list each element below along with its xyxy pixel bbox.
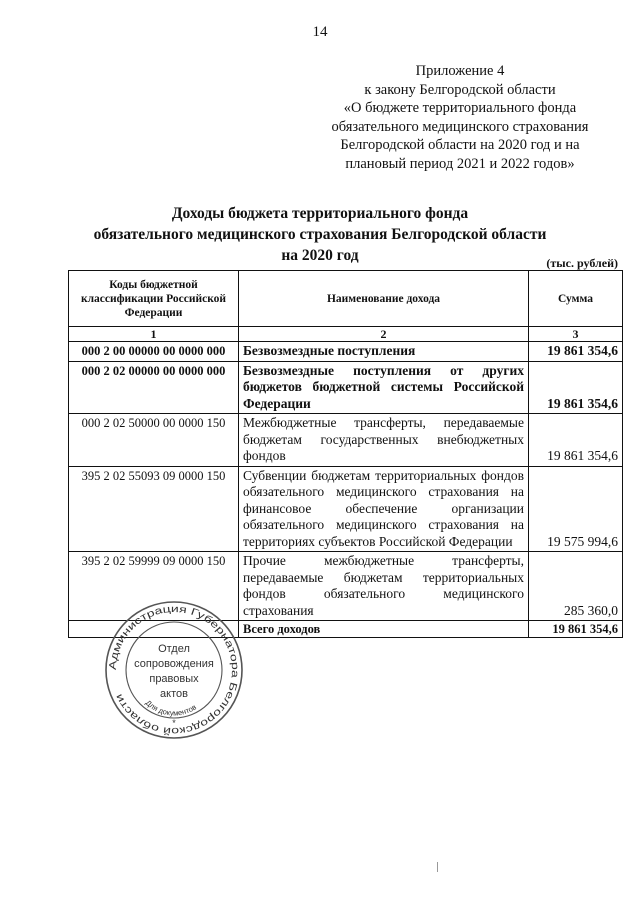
row-code: 000 2 02 00000 00 0000 000 xyxy=(69,361,239,414)
row-code: 395 2 02 59999 09 0000 150 xyxy=(69,552,239,621)
appendix-line: Приложение 4 xyxy=(415,63,505,79)
stamp-line: сопровождения xyxy=(134,658,214,670)
stamp-bottom-text xyxy=(144,698,198,717)
appendix-header xyxy=(330,62,590,173)
stamp-line: актов xyxy=(160,688,188,700)
column-number: 1 xyxy=(69,327,239,342)
row-name: Безвозмездные поступления xyxy=(239,342,529,362)
total-label: Всего доходов xyxy=(239,621,529,638)
table-row xyxy=(69,361,623,414)
row-code: 000 2 00 00000 00 0000 000 xyxy=(69,342,239,362)
header-code: Коды бюджетной классификации Российской Федерации xyxy=(69,271,239,327)
stamp-line: правовых xyxy=(149,673,199,685)
column-number-row xyxy=(69,327,623,342)
units-label: (тыс. рублей) xyxy=(546,256,618,270)
column-number: 2 xyxy=(239,327,529,342)
stamp-line: Отдел xyxy=(158,643,190,655)
row-code: 000 2 02 50000 00 0000 150 xyxy=(69,414,239,467)
appendix-line: к закону Белгородской области xyxy=(364,81,556,98)
title-line: обязательного медицинского страхования Белгородской области xyxy=(93,226,547,243)
appendix-line: Белгородской области на 2020 год и на xyxy=(340,137,580,153)
official-stamp xyxy=(104,600,244,740)
row-name: Прочие межбюджетные трансферты, передаваемые бюджетам территориальных фондов обязательного медицинского страхования xyxy=(239,552,529,621)
header-sum: Сумма xyxy=(529,271,623,327)
appendix-line: обязательного медицинского страхования xyxy=(331,118,589,135)
row-name: Субвенции бюджетам территориальных фондов обязательного медицинского страхования на финансовое обеспечение организации обязательного медицинского страхования на территориях субъектов Российской Федерации xyxy=(239,466,529,552)
stamp-star: * xyxy=(172,718,176,728)
table-header-row xyxy=(69,271,623,327)
title-line: Доходы бюджета территориального фонда xyxy=(171,205,469,222)
page-number: 14 xyxy=(312,24,328,40)
header-name: Наименование дохода xyxy=(239,271,529,327)
row-name: Межбюджетные трансферты, передаваемые бюджетам государственных внебюджетных фондов xyxy=(239,414,529,467)
appendix-line: плановый период 2021 и 2022 годов» xyxy=(345,155,575,172)
stamp-bottom-path: Для документов xyxy=(143,698,198,718)
table-row xyxy=(69,466,623,552)
row-sum: 19 575 994,6 xyxy=(529,466,623,552)
appendix-line: «О бюджете территориального фонда xyxy=(343,100,577,116)
row-sum: 19 861 354,6 xyxy=(529,361,623,414)
income-table xyxy=(68,270,623,638)
row-sum: 19 861 354,6 xyxy=(529,414,623,467)
scan-mark xyxy=(437,862,438,872)
row-code: 395 2 02 55093 09 0000 150 xyxy=(69,466,239,552)
table-row xyxy=(69,414,623,467)
column-number: 3 xyxy=(529,327,623,342)
row-sum: 285 360,0 xyxy=(529,552,623,621)
row-name: Безвозмездные поступления от других бюджетов бюджетной системы Российской Федерации xyxy=(239,361,529,414)
row-sum: 19 861 354,6 xyxy=(529,342,623,362)
title-line: на 2020 год xyxy=(281,247,359,264)
total-sum: 19 861 354,6 xyxy=(529,621,623,638)
stamp-inner-circle xyxy=(126,622,222,718)
table-row xyxy=(69,342,623,362)
stamp-ring-path: Администрация Губернатора Белгородской области xyxy=(107,603,241,737)
document-title xyxy=(0,203,640,266)
